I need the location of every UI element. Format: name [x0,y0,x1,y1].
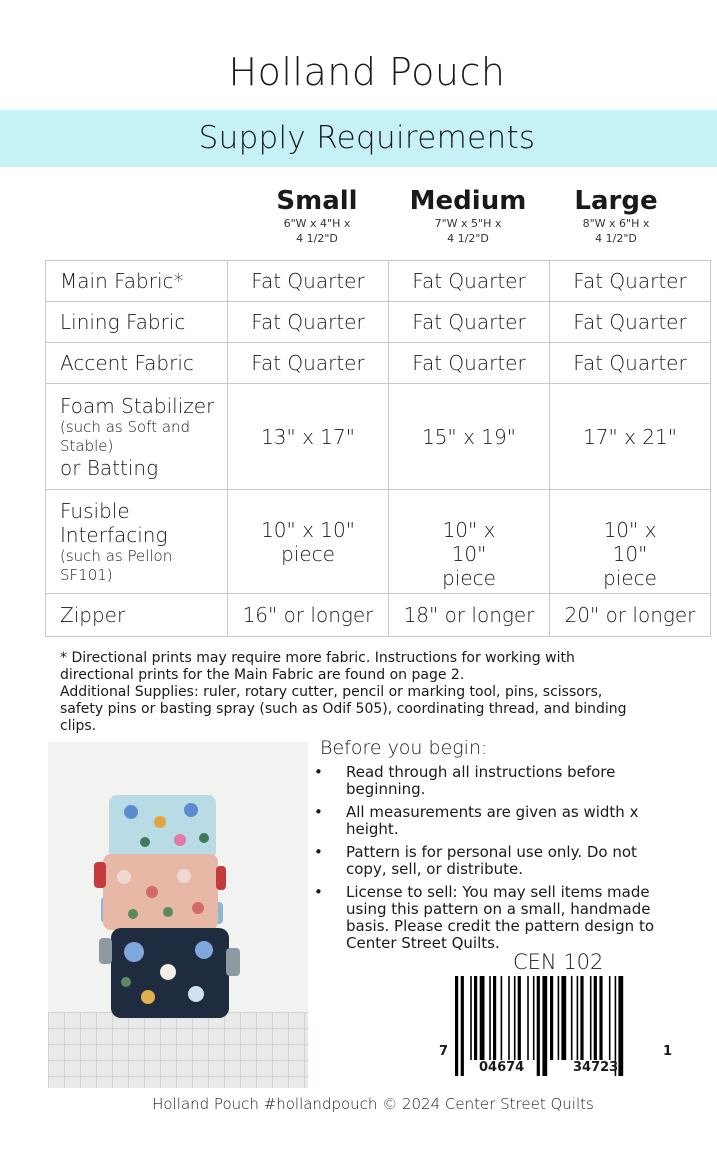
table-row [46,343,711,384]
barcode-digits-right: 34723 [573,1060,619,1075]
size-dim-line: 8"W x 6"H x [582,217,650,230]
table-cell: Fat Quarter [389,343,550,384]
directional-note: * Directional prints may require more fabric. Instructions for working with directional prints for the Main Fabric are found on page 2. [60,650,575,683]
barcode [437,972,677,1082]
barcode-bar [514,976,516,1060]
barcode-bar [577,976,579,1060]
size-dim-line: 4 1/2"D [447,232,489,245]
barcode-bar [594,976,597,1060]
supply-table [45,260,711,637]
row-label: Zipper [46,594,228,637]
table-row [46,384,711,490]
barcode-bar [474,976,477,1060]
list-item-text: Read through all instructions before beginning. [346,763,616,798]
row-label: Fusible Interfacing [60,498,168,547]
table-cell: 20" or longer [550,594,711,637]
list-item [312,764,672,798]
bullet-icon: • [314,763,323,781]
barcode-bar [533,976,535,1060]
table-cell: 15" x 19" [389,384,550,490]
table-cell: Fat Quarter [389,302,550,343]
table-row [46,490,711,594]
footer-credit: Holland Pouch #hollandpouch © 2024 Center Street Quilts [152,1095,594,1113]
barcode-bar [537,976,540,1076]
additional-supplies: Additional Supplies: ruler, rotary cutter, pencil or marking tool, pins, scissors, safety pins or basting spray (such as Odif 505), coordinating thread, and binding clips. [60,684,627,734]
table-cell: Fat Quarter [228,261,389,302]
table-cell: Fat Quarter [550,261,711,302]
size-dim-line: 4 1/2"D [595,232,637,245]
size-dim-line: 7"W x 5"H x [434,217,502,230]
size-dim-line: 4 1/2"D [296,232,338,245]
row-label: Main Fabric* [46,261,228,302]
size-name: Small [276,186,358,216]
before-list [312,764,672,958]
size-header-medium [388,186,548,246]
bullet-icon: • [314,883,323,901]
table-cell: Fat Quarter [228,343,389,384]
before-you-begin-title: Before you begin: [320,737,488,759]
size-header-small [237,186,397,246]
table-row [46,594,711,637]
barcode-bar [599,976,602,1060]
barcode-bar [527,976,529,1060]
middle-pouch [103,854,218,930]
table-cell: Fat Quarter [389,261,550,302]
barcode-bar [609,976,611,1060]
row-label: Foam Stabilizer [60,393,215,418]
tab-mid-left [94,862,106,888]
barcode-bar [561,976,566,1060]
size-dimensions [267,216,367,246]
row-label-group [46,490,228,594]
table-cell: Fat Quarter [550,343,711,384]
barcode-bars [437,972,677,1082]
barcode-bar [590,976,592,1060]
tab-mid-right [216,866,226,890]
row-label: Lining Fabric [46,302,228,343]
barcode-bar [470,976,472,1060]
list-item [312,844,672,878]
barcode-bar [455,976,458,1076]
barcode-bar [493,976,496,1060]
product-code: CEN 102 [513,950,604,974]
row-label: Accent Fabric [46,343,228,384]
table-cell: 10" x 10" piece [228,490,389,594]
barcode-bar [461,976,464,1076]
pattern-title: Holland Pouch [228,50,506,94]
size-name: Medium [409,186,527,216]
list-item [312,804,672,838]
table-row [46,302,711,343]
size-dim-line: 6"W x 4"H x [283,217,351,230]
table-cell: Fat Quarter [550,302,711,343]
barcode-bar [618,976,623,1076]
tab-bottom-right [226,948,240,976]
barcode-bar [571,976,573,1060]
barcode-bar [501,976,503,1060]
table-cell: 16" or longer [228,594,389,637]
section-title: Supply Requirements [198,120,536,156]
barcode-bar [558,976,560,1060]
list-item-text: Pattern is for personal use only. Do not copy, sell, or distribute. [346,843,637,878]
stacked-pouches-image [48,742,308,1088]
size-dimensions [418,216,518,246]
table-cell: 10" x 10" piece [389,490,550,594]
barcode-bar [550,976,553,1060]
table-cell: 17" x 21" [550,384,711,490]
row-sublabel: (such as Soft and Stable) [60,417,191,455]
row-label-group [46,384,228,490]
bullet-icon: • [314,843,323,861]
size-name: Large [574,186,658,216]
barcode-digit-lead: 7 [439,1044,449,1059]
notes-block [60,650,640,735]
barcode-bar [542,976,547,1076]
barcode-bar [480,976,485,1060]
barcode-digit-check: 1 [663,1044,673,1059]
product-photo [48,742,308,1088]
row-label-extra: or Batting [60,455,159,480]
table-cell: 18" or longer [389,594,550,637]
list-item [312,884,672,952]
table-row [46,261,711,302]
list-item-text: License to sell: You may sell items made using this pattern on a small, handmade basis. Please credit the pattern design to Center Street Quilts. [346,883,654,952]
row-sublabel: (such as Pellon SF101) [60,546,173,584]
table-cell: Fat Quarter [228,302,389,343]
size-dimensions [566,216,666,246]
size-header-large [536,186,696,246]
barcode-bar [518,976,521,1060]
list-item-text: All measurements are given as width x height. [346,803,639,838]
barcode-bar [508,976,510,1060]
barcode-bar [580,976,583,1060]
table-cell: 13" x 17" [228,384,389,490]
barcode-digits-left: 04674 [479,1060,525,1075]
barcode-bar [489,976,491,1060]
bullet-icon: • [314,803,323,821]
tab-bottom-left [99,938,112,964]
table-cell: 10" x 10" piece [550,490,711,594]
